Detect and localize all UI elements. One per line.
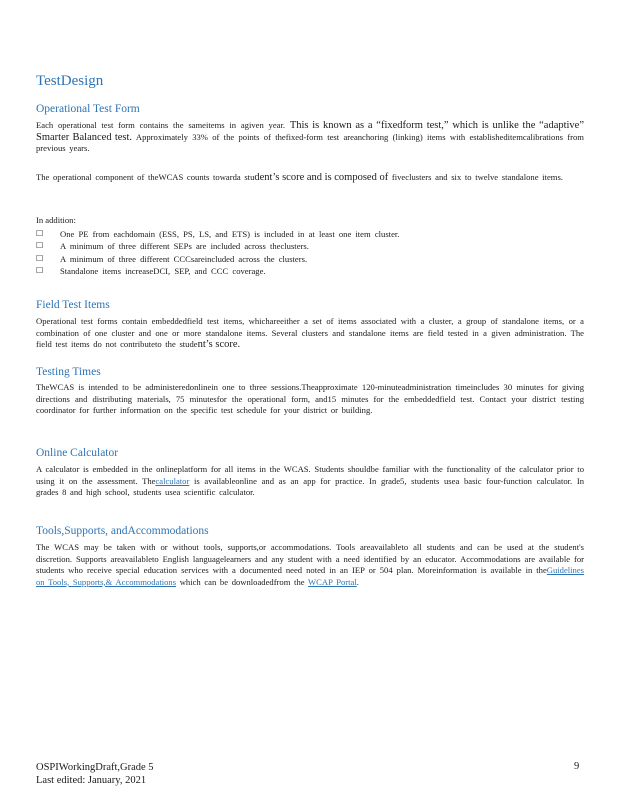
field-test-paragraph — [36, 316, 584, 351]
operational-para1-part-c: Approximately 33% of the points of thefixed-form test areanchoring (linking) items with establisheditemcalibrations from previous years. — [36, 131, 584, 154]
requirements-list — [36, 214, 399, 278]
operational-paragraph-2 — [36, 172, 584, 184]
footer — [36, 761, 154, 787]
checkbox-bullet-icon: ☐ — [36, 266, 44, 276]
list-item — [36, 253, 399, 266]
tools-supports-accommodations-heading: Tools,Supports, andAccommodations — [36, 525, 209, 537]
checkbox-bullet-icon: ☐ — [36, 241, 44, 251]
list-item-text: Standalone items increaseDCI, SEP, and CCC coverage. — [60, 266, 266, 277]
operational-para2-part-b: dent’s score and is composed of — [254, 172, 389, 183]
list-item — [36, 228, 399, 241]
operational-para1-part-a: Each operational test form contains the sameitems in agiven year. — [36, 120, 290, 130]
footer-document-name: OSPIWorkingDraft,Grade 5 — [36, 762, 154, 773]
tools-paragraph — [36, 542, 584, 588]
list-item-text: One PE from eachdomain (ESS, PS, LS, and ETS) is included in at least one item cluster. — [60, 228, 400, 239]
wcap-portal-link[interactable]: WCAP Portal — [308, 576, 357, 587]
calculator-part-a: A calculator is embedded in the onlineplatform for all items in the WCAS. Students shouldbe familiar with the functionality of the calculator prior to using it on the assessment. The — [36, 464, 584, 486]
testing-times-paragraph: TheWCAS is intended to be administeredonlinein one to three sessions.Theapproximate 120-minuteadministration timeincludes 30 minutes for giving directions and distributing materials, 75 minutesfor the operational form, and15 minutes for the embeddedfield test. Contact your district testing coordinator for further information on the specific test schedule for your district or building. — [36, 382, 584, 416]
list-item — [36, 265, 399, 278]
operational-para2-part-a: The operational component of theWCAS counts towarda stu — [36, 172, 255, 182]
list-item-text: A minimum of three different CCCsareincluded across the clusters. — [60, 253, 308, 264]
tools-part-b: which can be downloadedfrom the — [176, 576, 309, 587]
testing-times-heading: Testing Times — [36, 366, 101, 378]
calculator-link[interactable]: calculator — [155, 475, 190, 486]
tools-part-a: The WCAS may be taken with or without tools, supports,or accommodations. Tools areavailableto all students and can be used at the student's discretion. Supports areavailableto English languagelearners and any student with a need identified by an educator. Accommodations are available for students who receive special education services with a documented need noted in an IEP or 504 plan. Moreinformation is available in the — [36, 542, 584, 576]
operational-para1-part-b: This is known as a “fixedform test,” which is unlike the “adaptive” Smarter Balanced test. — [36, 120, 585, 143]
calculator-part-b: is availableonline and as an app for practice. In grade5, students usea basic four-function calculator. In grades 8 and high school, students usea scientific calculator. — [36, 475, 585, 498]
field-test-part-b: nt’s score. — [197, 339, 241, 351]
list-lead: In addition: — [36, 215, 76, 225]
checkbox-bullet-icon: ☐ — [36, 253, 44, 263]
guidelines-link[interactable]: Guidelines on Tools, Supports,& Accommodations — [36, 565, 584, 587]
checkbox-bullet-icon: ☐ — [36, 228, 44, 238]
footer-last-edited: Last edited: January, 2021 — [36, 775, 147, 786]
list-item-text: A minimum of three different SEPs are included across theclusters. — [60, 241, 309, 252]
list-item — [36, 240, 399, 253]
field-test-part-a: Operational test forms contain embeddedfield test items, whichareeither a set of items associated with a cluster, a group of standalone items, or a combination of one cluster and one or more standalone items. Several clusters and standalone items are field tested in a given administration. The field test items do not contributeto the stude — [36, 316, 584, 350]
operational-paragraph-1 — [36, 120, 584, 155]
field-test-items-heading: Field Test Items — [36, 299, 110, 311]
operational-test-form-heading: Operational Test Form — [36, 103, 140, 115]
operational-para2-part-c: fiveclusters and six to twelve standalone items. — [391, 172, 563, 182]
calculator-paragraph — [36, 464, 584, 499]
tools-part-c: . — [356, 576, 359, 587]
page-title: TestDesign — [36, 73, 104, 89]
page-number: 9 — [574, 761, 580, 772]
online-calculator-heading: Online Calculator — [36, 447, 119, 459]
